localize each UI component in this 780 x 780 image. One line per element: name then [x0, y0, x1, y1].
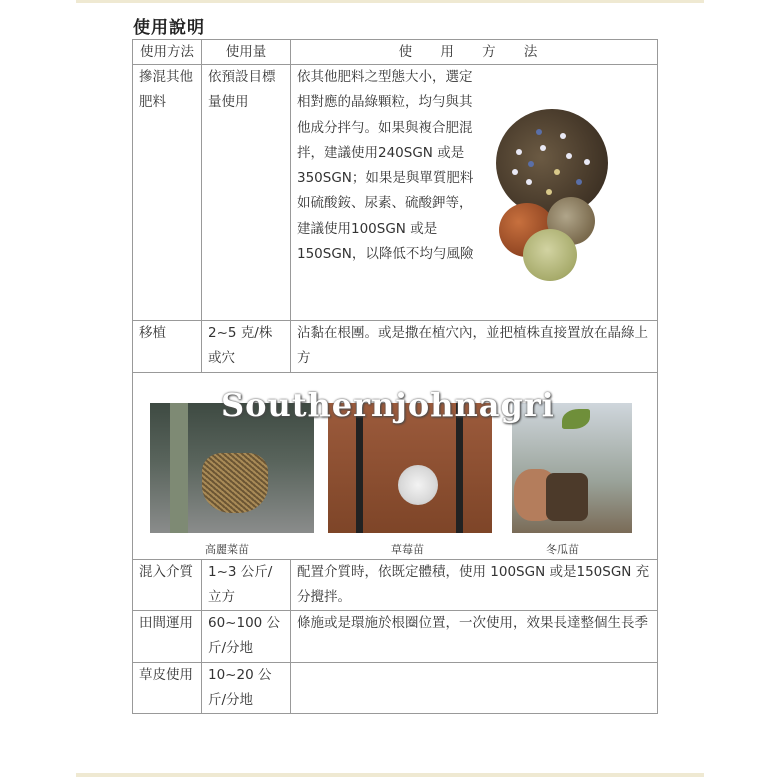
table-row: [133, 65, 658, 321]
method-text: 摻混其他肥料: [139, 69, 193, 111]
fertilizer-granules-photo: [496, 109, 608, 217]
instructions-text: 依其他肥料之型態大小，選定相對應的晶綠顆粒，均勻與其他成分拌勻。如果與複合肥混拌，建議使用240SGN 或是 350SGN；如果是與單質肥料如硫酸銨、尿素、硫酸鉀等，建議使用100SGN 或是 150SGN，以降低不均勻風險: [297, 69, 474, 263]
amount-cell: [202, 662, 291, 714]
amount-text: 依預設目標量使用: [208, 69, 276, 111]
bottom-divider: [76, 773, 704, 777]
amount-text: 2~5 克/株或穴: [208, 325, 273, 367]
page-title: 使用說明: [133, 18, 205, 38]
instructions-text: 沾黏在根團。或是撒在植穴內，並把植株直接置放在晶綠上方: [297, 325, 648, 367]
table-row: [133, 662, 658, 714]
usage-table: [132, 39, 658, 714]
caption-wax-gourd: 冬瓜苗: [546, 542, 579, 556]
instructions-text: 條施或是環施於根圈位置，一次使用，效果長達整個生長季: [297, 615, 648, 632]
method-cell: [133, 559, 202, 611]
instructions-text: 配置介質時，依既定體積，使用 100SGN 或是150SGN 充分攪拌。: [297, 563, 650, 605]
table-row: [133, 321, 658, 373]
caption-strawberry: 草莓苗: [391, 542, 424, 556]
seedling-photos: [133, 372, 658, 559]
amount-text: 1~3 公斤/立方: [208, 563, 273, 605]
method-cell: [133, 662, 202, 714]
amount-text: 60~100 公斤/分地: [208, 615, 281, 657]
photo-row: [133, 372, 658, 559]
amount-cell: [202, 559, 291, 611]
table-header-row: [133, 40, 658, 65]
instructions-cell: [291, 611, 658, 663]
caption-cabbage: 高麗菜苗: [205, 542, 249, 556]
green-granules-photo: [523, 229, 577, 281]
method-text: 移植: [139, 325, 166, 341]
instructions-cell: [291, 559, 658, 611]
method-cell: [133, 611, 202, 663]
instructions-cell: [291, 65, 658, 321]
header-amount: 使用量: [202, 40, 291, 65]
header-method: 使用方法: [133, 40, 202, 65]
method-text: 草皮使用: [139, 666, 193, 683]
method-cell: [133, 65, 202, 321]
instructions-cell: [291, 662, 658, 714]
amount-text: 10~20 公斤/分地: [208, 666, 272, 709]
method-text: 混入介質: [139, 563, 193, 580]
top-divider: [76, 0, 704, 3]
amount-cell: [202, 611, 291, 663]
watermark: Southernjohnagri: [221, 385, 555, 424]
table-row: [133, 559, 658, 611]
table-row: [133, 611, 658, 663]
amount-cell: [202, 321, 291, 373]
method-text: 田間運用: [139, 615, 193, 632]
header-instructions: 使 用 方 法: [291, 40, 658, 65]
amount-cell: [202, 65, 291, 321]
instructions-cell: [291, 321, 658, 373]
method-cell: [133, 321, 202, 373]
